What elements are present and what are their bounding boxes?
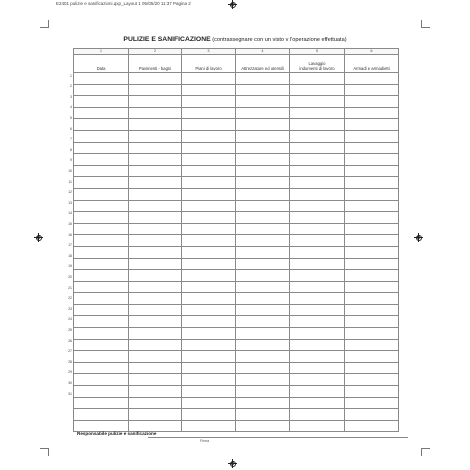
row-number: 12 bbox=[68, 190, 72, 195]
table-row bbox=[74, 200, 399, 212]
table-cell[interactable] bbox=[290, 246, 345, 258]
table-row bbox=[74, 374, 399, 386]
table-cell[interactable] bbox=[182, 73, 236, 85]
table-cell[interactable] bbox=[74, 258, 129, 270]
row-number: 2 bbox=[70, 84, 72, 89]
table-cell[interactable] bbox=[345, 165, 399, 177]
row-number: 1 bbox=[70, 73, 72, 78]
column-header-piani: Piani di lavoro bbox=[182, 55, 236, 73]
row-number: 16 bbox=[68, 232, 72, 237]
table-cell[interactable] bbox=[290, 223, 345, 235]
table-cell[interactable] bbox=[345, 84, 399, 96]
table-cell[interactable] bbox=[182, 188, 236, 200]
table-cell[interactable] bbox=[182, 200, 236, 212]
table-row bbox=[74, 351, 399, 363]
table-cell[interactable] bbox=[182, 165, 236, 177]
table-cell[interactable] bbox=[74, 107, 129, 119]
column-header-row bbox=[74, 55, 399, 73]
table-row bbox=[74, 246, 399, 258]
table-cell[interactable] bbox=[236, 223, 290, 235]
table-row bbox=[74, 165, 399, 177]
table-cell[interactable] bbox=[182, 235, 236, 247]
table-cell[interactable] bbox=[236, 142, 290, 154]
table-row bbox=[74, 339, 399, 351]
table-cell[interactable] bbox=[129, 223, 182, 235]
table-cell[interactable] bbox=[236, 96, 290, 108]
crop-mark bbox=[422, 27, 430, 28]
table-cell[interactable] bbox=[290, 374, 345, 386]
row-number: 9 bbox=[70, 158, 72, 163]
table-cell[interactable] bbox=[129, 130, 182, 142]
table-cell[interactable] bbox=[74, 270, 129, 282]
table-cell[interactable] bbox=[129, 165, 182, 177]
table-cell[interactable] bbox=[290, 397, 345, 409]
row-number: 15 bbox=[68, 221, 72, 226]
table-row bbox=[74, 316, 399, 328]
table-cell[interactable] bbox=[182, 107, 236, 119]
row-number: 21 bbox=[68, 285, 72, 290]
table-cell[interactable] bbox=[345, 293, 399, 305]
table-cell[interactable] bbox=[129, 177, 182, 189]
table-cell[interactable] bbox=[290, 142, 345, 154]
table-cell[interactable] bbox=[236, 362, 290, 374]
table-cell[interactable] bbox=[345, 119, 399, 131]
table-cell[interactable] bbox=[129, 154, 182, 166]
table-cell[interactable] bbox=[290, 420, 345, 432]
crop-mark bbox=[48, 20, 49, 28]
table-cell[interactable] bbox=[74, 304, 129, 316]
registration-mark-icon bbox=[228, 0, 237, 9]
row-number: 30 bbox=[68, 380, 72, 385]
table-cell[interactable] bbox=[345, 362, 399, 374]
row-number: 18 bbox=[68, 253, 72, 258]
row-number: 17 bbox=[68, 243, 72, 248]
row-number: 26 bbox=[68, 338, 72, 343]
table-cell[interactable] bbox=[182, 409, 236, 421]
table-cell[interactable] bbox=[345, 386, 399, 398]
table-cell[interactable] bbox=[236, 165, 290, 177]
table-cell[interactable] bbox=[236, 386, 290, 398]
table-cell[interactable] bbox=[290, 339, 345, 351]
table-cell[interactable] bbox=[182, 339, 236, 351]
table-cell[interactable] bbox=[74, 316, 129, 328]
row-number: 3 bbox=[70, 94, 72, 99]
table-cell[interactable] bbox=[236, 293, 290, 305]
table-cell[interactable] bbox=[290, 84, 345, 96]
table-cell[interactable] bbox=[74, 223, 129, 235]
table-cell[interactable] bbox=[129, 246, 182, 258]
table-cell[interactable] bbox=[345, 374, 399, 386]
table-row bbox=[74, 270, 399, 282]
table-cell[interactable] bbox=[129, 200, 182, 212]
table-cell[interactable] bbox=[182, 420, 236, 432]
table-cell[interactable] bbox=[182, 386, 236, 398]
table-cell[interactable] bbox=[129, 235, 182, 247]
table-cell[interactable] bbox=[129, 293, 182, 305]
table-cell[interactable] bbox=[345, 409, 399, 421]
table-cell[interactable] bbox=[129, 119, 182, 131]
table-cell[interactable] bbox=[236, 130, 290, 142]
table-cell[interactable] bbox=[74, 328, 129, 340]
row-number: 20 bbox=[68, 274, 72, 279]
table-cell[interactable] bbox=[74, 142, 129, 154]
table-cell[interactable] bbox=[290, 270, 345, 282]
table-cell[interactable] bbox=[290, 293, 345, 305]
table-cell[interactable] bbox=[74, 130, 129, 142]
table-row bbox=[74, 293, 399, 305]
table-cell[interactable] bbox=[129, 351, 182, 363]
table-cell[interactable] bbox=[129, 142, 182, 154]
table-cell[interactable] bbox=[345, 235, 399, 247]
table-row bbox=[74, 281, 399, 293]
table-cell[interactable] bbox=[74, 177, 129, 189]
table-cell[interactable] bbox=[236, 316, 290, 328]
table-cell[interactable] bbox=[182, 223, 236, 235]
print-header: E2401 pulizie e sanificazioni.qxp_Layout 1 05/05/20 11:37 Pagina 2 bbox=[56, 1, 191, 6]
table-cell[interactable] bbox=[129, 96, 182, 108]
row-number: 19 bbox=[68, 264, 72, 269]
form-title-note: (contrassegnare con un visto v l'operazione effettuata) bbox=[212, 37, 347, 43]
row-number: 31 bbox=[68, 391, 72, 396]
table-row bbox=[74, 130, 399, 142]
table-cell[interactable] bbox=[129, 328, 182, 340]
signature-line[interactable] bbox=[148, 437, 408, 438]
table-cell[interactable] bbox=[182, 142, 236, 154]
table-cell[interactable] bbox=[345, 130, 399, 142]
table-row bbox=[74, 212, 399, 224]
table-row bbox=[74, 107, 399, 119]
table-cell[interactable] bbox=[182, 270, 236, 282]
table-cell[interactable] bbox=[129, 84, 182, 96]
table-cell[interactable] bbox=[290, 200, 345, 212]
row-number: 10 bbox=[68, 168, 72, 173]
table-cell[interactable] bbox=[182, 304, 236, 316]
registration-mark-icon bbox=[34, 233, 43, 242]
table-cell[interactable] bbox=[74, 293, 129, 305]
table-cell[interactable] bbox=[345, 270, 399, 282]
table-row bbox=[74, 397, 399, 409]
table-cell[interactable] bbox=[345, 188, 399, 200]
row-number: 27 bbox=[68, 349, 72, 354]
table-cell[interactable] bbox=[182, 130, 236, 142]
table-cell[interactable] bbox=[182, 96, 236, 108]
table-cell[interactable] bbox=[74, 119, 129, 131]
table-cell[interactable] bbox=[74, 165, 129, 177]
table-cell[interactable] bbox=[290, 154, 345, 166]
table-cell[interactable] bbox=[236, 246, 290, 258]
table-cell[interactable] bbox=[74, 281, 129, 293]
table-cell[interactable] bbox=[236, 235, 290, 247]
table-row bbox=[74, 409, 399, 421]
column-header-lavaggio-line1: Lavaggio bbox=[308, 61, 326, 67]
table-cell[interactable] bbox=[290, 386, 345, 398]
table-cell[interactable] bbox=[74, 351, 129, 363]
table-cell[interactable] bbox=[290, 119, 345, 131]
table-cell[interactable] bbox=[345, 281, 399, 293]
form-title bbox=[0, 36, 470, 43]
signature-caption: Firma bbox=[200, 439, 210, 443]
table-cell[interactable] bbox=[182, 328, 236, 340]
table-cell[interactable] bbox=[236, 328, 290, 340]
table-row bbox=[74, 235, 399, 247]
table-cell[interactable] bbox=[290, 351, 345, 363]
table-cell[interactable] bbox=[129, 107, 182, 119]
table-cell[interactable] bbox=[236, 200, 290, 212]
table-cell[interactable] bbox=[129, 281, 182, 293]
column-number: 6 bbox=[345, 49, 399, 55]
table-cell[interactable] bbox=[129, 374, 182, 386]
table-cell[interactable] bbox=[236, 258, 290, 270]
table-cell[interactable] bbox=[182, 374, 236, 386]
table-cell[interactable] bbox=[290, 130, 345, 142]
table-cell[interactable] bbox=[129, 316, 182, 328]
column-header-attrezzature: Attrezzature ed utensili bbox=[236, 55, 290, 73]
table-cell[interactable] bbox=[236, 281, 290, 293]
table-cell[interactable] bbox=[129, 212, 182, 224]
table-cell[interactable] bbox=[129, 304, 182, 316]
table-cell[interactable] bbox=[345, 397, 399, 409]
table-cell[interactable] bbox=[345, 351, 399, 363]
table-cell[interactable] bbox=[182, 212, 236, 224]
cleaning-log-table bbox=[73, 48, 399, 432]
form-title-bold: PULIZIE E SANIFICAZIONE bbox=[123, 36, 211, 43]
table-row bbox=[74, 258, 399, 270]
row-number: 8 bbox=[70, 147, 72, 152]
table-cell[interactable] bbox=[74, 397, 129, 409]
table-cell[interactable] bbox=[129, 270, 182, 282]
crop-mark bbox=[48, 448, 49, 456]
table-cell[interactable] bbox=[345, 107, 399, 119]
table-cell[interactable] bbox=[345, 258, 399, 270]
table-cell[interactable] bbox=[236, 154, 290, 166]
row-number: 6 bbox=[70, 126, 72, 131]
table-cell[interactable] bbox=[290, 73, 345, 85]
row-number: 4 bbox=[70, 105, 72, 110]
table-cell[interactable] bbox=[74, 235, 129, 247]
crop-mark bbox=[40, 448, 48, 449]
table-cell[interactable] bbox=[182, 316, 236, 328]
column-number: 3 bbox=[182, 49, 236, 55]
registration-mark-icon bbox=[228, 459, 237, 468]
row-number: 29 bbox=[68, 370, 72, 375]
table-cell[interactable] bbox=[182, 362, 236, 374]
row-number: 25 bbox=[68, 327, 72, 332]
table-cell[interactable] bbox=[74, 188, 129, 200]
table-cell[interactable] bbox=[236, 84, 290, 96]
table-cell[interactable] bbox=[236, 107, 290, 119]
table-cell[interactable] bbox=[74, 73, 129, 85]
table-cell[interactable] bbox=[290, 258, 345, 270]
table-cell[interactable] bbox=[129, 397, 182, 409]
table-row bbox=[74, 142, 399, 154]
table-cell[interactable] bbox=[74, 212, 129, 224]
table-cell[interactable] bbox=[345, 154, 399, 166]
table-cell[interactable] bbox=[345, 96, 399, 108]
table-row bbox=[74, 119, 399, 131]
table-cell[interactable] bbox=[182, 154, 236, 166]
table-cell[interactable] bbox=[74, 84, 129, 96]
crop-mark bbox=[40, 27, 48, 28]
table-cell[interactable] bbox=[345, 328, 399, 340]
table-cell[interactable] bbox=[236, 188, 290, 200]
table-cell[interactable] bbox=[345, 212, 399, 224]
table-cell[interactable] bbox=[345, 223, 399, 235]
table-cell[interactable] bbox=[236, 351, 290, 363]
footer-responsible-label: Responsabile pulizie e sanificazione bbox=[77, 431, 157, 436]
table-cell[interactable] bbox=[236, 409, 290, 421]
table-cell[interactable] bbox=[236, 212, 290, 224]
column-header-lavaggio-line2: indumenti di lavoro bbox=[299, 66, 335, 72]
table-row bbox=[74, 154, 399, 166]
table-cell[interactable] bbox=[74, 246, 129, 258]
column-number: 4 bbox=[236, 49, 290, 55]
row-number: 13 bbox=[68, 200, 72, 205]
table-cell[interactable] bbox=[236, 374, 290, 386]
table-cell[interactable] bbox=[129, 188, 182, 200]
table-cell[interactable] bbox=[182, 246, 236, 258]
table-row bbox=[74, 304, 399, 316]
table-cell[interactable] bbox=[182, 293, 236, 305]
table-row bbox=[74, 328, 399, 340]
column-header-pavimenti: Pavimenti - bagni bbox=[129, 55, 182, 73]
registration-mark-icon bbox=[414, 233, 423, 242]
table-cell[interactable] bbox=[290, 316, 345, 328]
table-cell[interactable] bbox=[345, 339, 399, 351]
table-cell[interactable] bbox=[129, 409, 182, 421]
table-row bbox=[74, 177, 399, 189]
table-cell[interactable] bbox=[236, 397, 290, 409]
table-cell[interactable] bbox=[182, 258, 236, 270]
table-cell[interactable] bbox=[290, 165, 345, 177]
table-cell[interactable] bbox=[182, 351, 236, 363]
row-number: 23 bbox=[68, 306, 72, 311]
table-cell[interactable] bbox=[182, 177, 236, 189]
table-cell[interactable] bbox=[290, 328, 345, 340]
table-cell[interactable] bbox=[290, 304, 345, 316]
table-cell[interactable] bbox=[182, 119, 236, 131]
column-number: 1 bbox=[74, 49, 129, 55]
row-number: 14 bbox=[68, 211, 72, 216]
column-header-data: Data bbox=[74, 55, 129, 73]
table-cell[interactable] bbox=[129, 339, 182, 351]
table-cell[interactable] bbox=[345, 246, 399, 258]
column-header-armadi: Armadi e armadietti bbox=[345, 55, 399, 73]
row-number: 22 bbox=[68, 296, 72, 301]
table-cell[interactable] bbox=[290, 235, 345, 247]
table-row bbox=[74, 362, 399, 374]
table-cell[interactable] bbox=[74, 362, 129, 374]
table-row bbox=[74, 84, 399, 96]
row-number: 24 bbox=[68, 317, 72, 322]
table-cell[interactable] bbox=[129, 362, 182, 374]
table-cell[interactable] bbox=[74, 339, 129, 351]
column-number: 5 bbox=[290, 49, 345, 55]
crop-mark bbox=[422, 448, 430, 449]
table-cell[interactable] bbox=[236, 119, 290, 131]
table-cell[interactable] bbox=[74, 200, 129, 212]
table-cell[interactable] bbox=[236, 304, 290, 316]
table-cell[interactable] bbox=[182, 281, 236, 293]
table-cell[interactable] bbox=[129, 386, 182, 398]
table-cell[interactable] bbox=[290, 188, 345, 200]
table-cell[interactable] bbox=[290, 281, 345, 293]
table-cell[interactable] bbox=[182, 397, 236, 409]
row-number: 11 bbox=[68, 179, 72, 184]
table-cell[interactable] bbox=[74, 386, 129, 398]
table-cell[interactable] bbox=[236, 339, 290, 351]
table-cell[interactable] bbox=[290, 362, 345, 374]
column-header-lavaggio bbox=[290, 55, 345, 73]
table-cell[interactable] bbox=[236, 420, 290, 432]
table-cell[interactable] bbox=[236, 270, 290, 282]
table-cell[interactable] bbox=[129, 73, 182, 85]
table-cell[interactable] bbox=[182, 84, 236, 96]
table-cell[interactable] bbox=[129, 258, 182, 270]
table-cell[interactable] bbox=[74, 154, 129, 166]
table-cell[interactable] bbox=[74, 96, 129, 108]
table-row bbox=[74, 386, 399, 398]
table-row bbox=[74, 188, 399, 200]
table-cell[interactable] bbox=[290, 96, 345, 108]
row-number: 28 bbox=[68, 359, 72, 364]
table-row bbox=[74, 223, 399, 235]
table-cell[interactable] bbox=[236, 177, 290, 189]
table-cell[interactable] bbox=[74, 374, 129, 386]
row-number: 5 bbox=[70, 115, 72, 120]
table-row bbox=[74, 73, 399, 85]
column-number: 2 bbox=[129, 49, 182, 55]
table-cell[interactable] bbox=[236, 73, 290, 85]
row-number: 7 bbox=[70, 137, 72, 142]
table-cell[interactable] bbox=[345, 177, 399, 189]
table-cell[interactable] bbox=[345, 142, 399, 154]
table-cell[interactable] bbox=[345, 316, 399, 328]
table-cell[interactable] bbox=[290, 409, 345, 421]
table-cell[interactable] bbox=[345, 420, 399, 432]
table-cell[interactable] bbox=[74, 409, 129, 421]
table-cell[interactable] bbox=[345, 200, 399, 212]
table-cell[interactable] bbox=[290, 107, 345, 119]
table-cell[interactable] bbox=[290, 212, 345, 224]
table-cell[interactable] bbox=[290, 177, 345, 189]
table-cell[interactable] bbox=[345, 73, 399, 85]
crop-mark bbox=[421, 448, 422, 456]
table-cell[interactable] bbox=[345, 304, 399, 316]
table-row bbox=[74, 96, 399, 108]
